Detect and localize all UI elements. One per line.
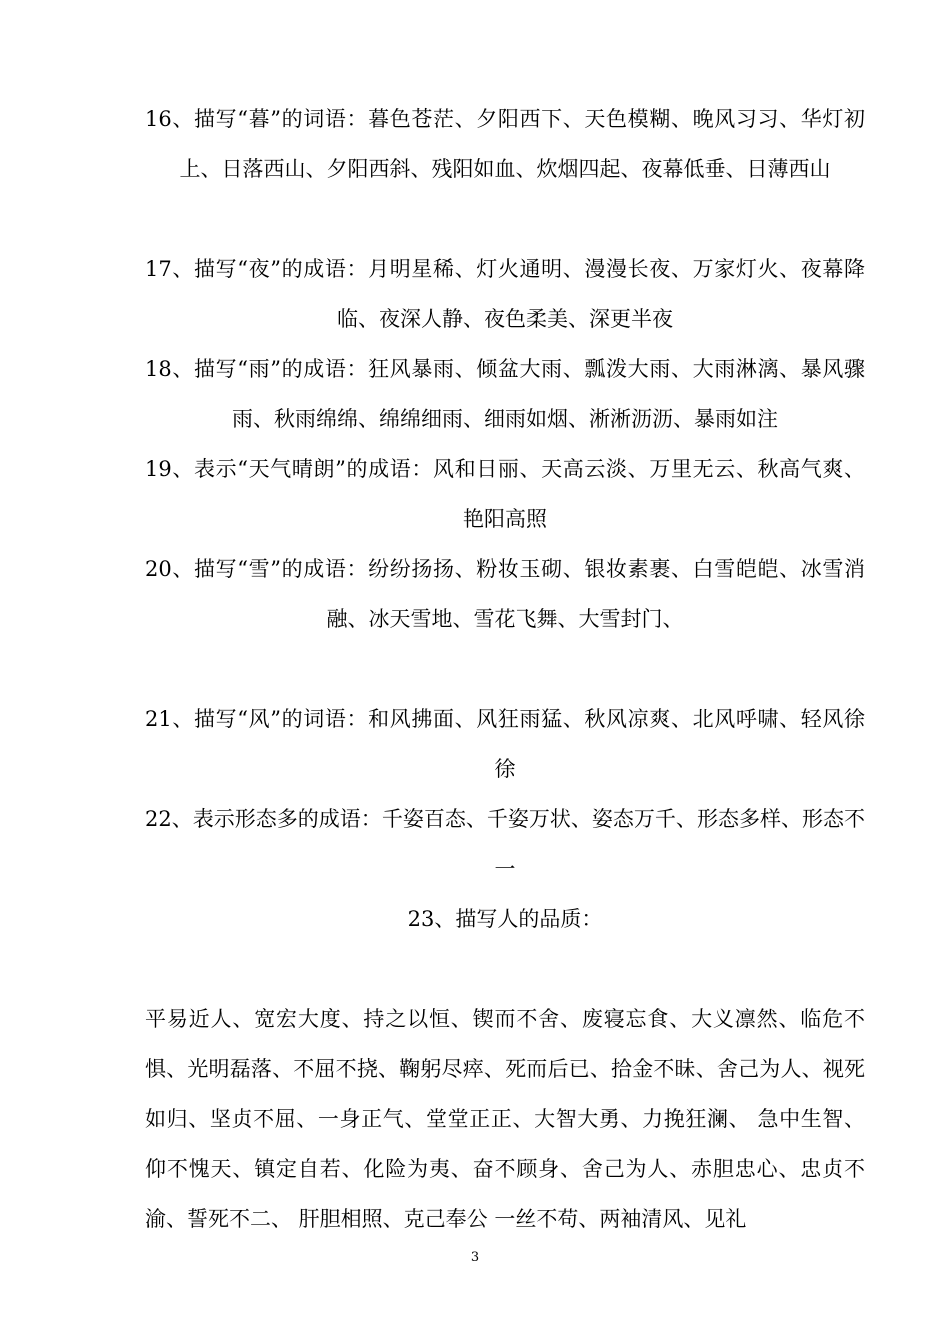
paragraph-23-heading: 23、描写人的品质： bbox=[407, 907, 603, 931]
paragraph-20-snow: 20、描写“雪”的成语：纷纷扬扬、粉妆玉砌、银妆素裹、白雪皑皑、冰雪消融、冰天雪地、雪花飞舞、大雪封门、 bbox=[145, 557, 865, 631]
paragraph-23-qualities: 平易近人、宽宏大度、持之以恒、锲而不舍、废寝忘食、大义凛然、临危不惧、光明磊落、不屈不挠、鞠躬尽瘁、死而后已、拾金不昧、舍己为人、视死如归、坚贞不屈、一身正气、堂堂正正、大智大勇、力挽狂澜、 急中生智、仰不愧天、镇定自若、化险为夷、奋不顾身、舍己为人、赤胆忠心、忠贞不渝、誓死不二、 肝胆相照、克己奉公 一丝不苟、两袖清风、见礼 bbox=[145, 1007, 865, 1231]
paragraph-21-wind: 21、描写“风”的词语：和风拂面、风狂雨猛、秋风凉爽、北风呼啸、轻风徐徐 bbox=[145, 707, 865, 781]
paragraph-16-dusk: 16、描写“暮”的词语：暮色苍茫、夕阳西下、天色模糊、晚风习习、华灯初上、日落西山、夕阳西斜、残阳如血、炊烟四起、夜幕低垂、日薄西山 bbox=[145, 107, 865, 181]
paragraph-19-sunny: 19、表示“天气晴朗”的成语：风和日丽、天高云淡、万里无云、秋高气爽、艳阳高照 bbox=[145, 457, 865, 531]
paragraph-17-night: 17、描写“夜”的成语：月明星稀、灯火通明、漫漫长夜、万家灯火、夜幕降临、夜深人静、夜色柔美、深更半夜 bbox=[145, 257, 865, 331]
paragraph-22-forms: 22、表示形态多的成语：千姿百态、千姿万状、姿态万千、形态多样、形态不一 bbox=[145, 807, 865, 881]
page-number: 3 bbox=[470, 1250, 480, 1265]
paragraph-18-rain: 18、描写“雨”的成语：狂风暴雨、倾盆大雨、瓢泼大雨、大雨淋漓、暴风骤雨、秋雨绵绵、绵绵细雨、细雨如烟、淅淅沥沥、暴雨如注 bbox=[145, 357, 865, 431]
